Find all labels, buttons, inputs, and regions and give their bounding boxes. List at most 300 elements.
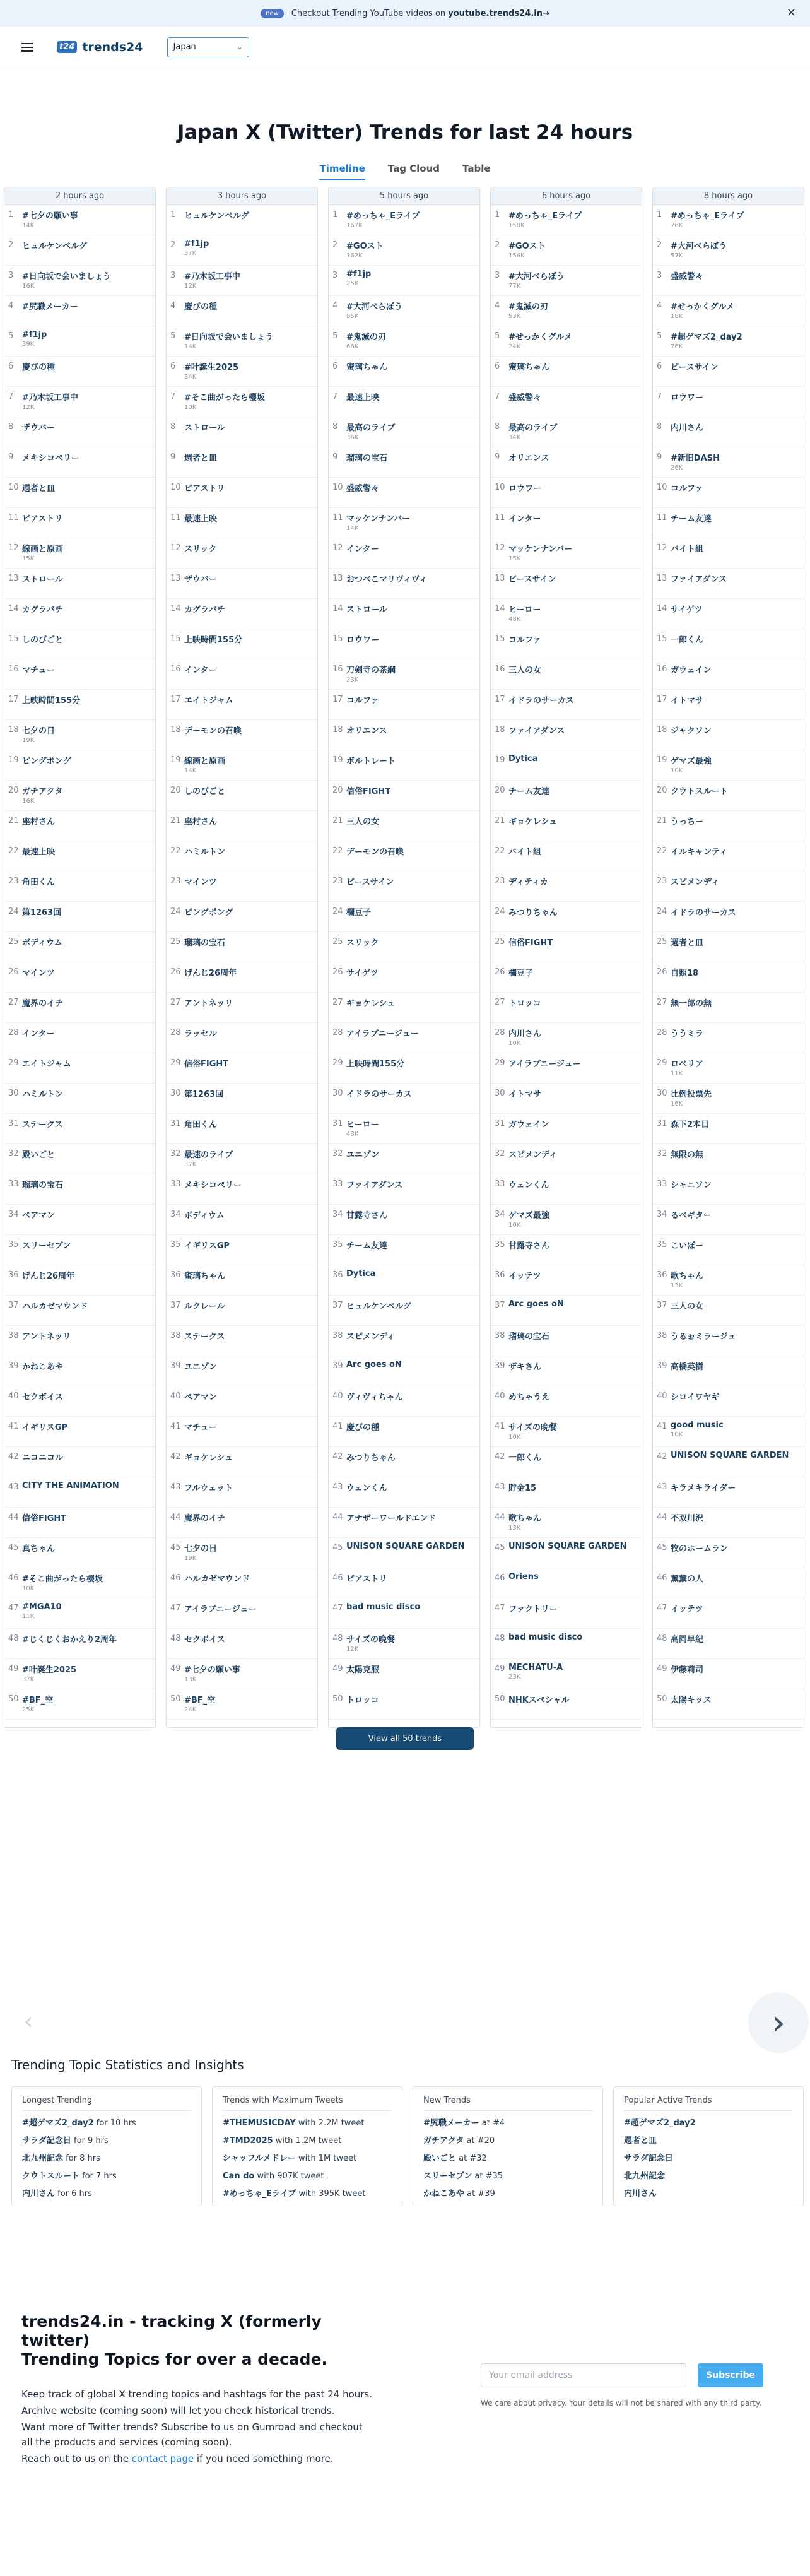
trend-name[interactable]: 薫薫の人 bbox=[671, 1575, 704, 1584]
trend-name[interactable]: イドラのサーカス bbox=[346, 1090, 412, 1099]
stats-trend-link[interactable]: かねこあや bbox=[423, 2189, 465, 2199]
trend-item[interactable] bbox=[653, 1235, 804, 1265]
trend-item[interactable] bbox=[167, 1144, 317, 1174]
trend-name[interactable]: 最速上映 bbox=[184, 514, 218, 524]
trend-item[interactable] bbox=[167, 1356, 317, 1386]
trend-name[interactable]: バイト組 bbox=[508, 848, 542, 857]
trend-item[interactable] bbox=[491, 387, 642, 417]
trend-item[interactable] bbox=[329, 296, 479, 326]
trend-name[interactable]: マチュー bbox=[184, 1423, 217, 1433]
trend-item[interactable] bbox=[653, 508, 804, 538]
trend-name[interactable]: #そこ曲がったら櫻坂 bbox=[184, 393, 265, 403]
trend-item[interactable] bbox=[167, 1598, 317, 1629]
trend-item[interactable] bbox=[167, 266, 317, 296]
trend-item[interactable] bbox=[491, 1386, 642, 1417]
trend-item[interactable] bbox=[4, 1477, 155, 1508]
trend-item[interactable] bbox=[329, 1084, 479, 1114]
trend-name[interactable]: 慶びの種 bbox=[184, 302, 218, 312]
trend-name[interactable]: カグラバチ bbox=[184, 605, 226, 615]
stats-trend-link[interactable]: シャッフルメドレー bbox=[223, 2154, 296, 2163]
trend-name[interactable]: ピースサイン bbox=[346, 878, 394, 887]
trend-name[interactable]: 週者と皿 bbox=[671, 938, 704, 948]
trend-item[interactable] bbox=[491, 326, 642, 357]
trend-item[interactable] bbox=[4, 538, 155, 569]
trend-item[interactable] bbox=[167, 1084, 317, 1114]
trend-item[interactable] bbox=[491, 871, 642, 902]
trend-item[interactable] bbox=[653, 1477, 804, 1508]
email-input[interactable] bbox=[481, 2363, 686, 2387]
trend-name[interactable]: イギリスGP bbox=[22, 1423, 68, 1433]
trend-name[interactable]: #じくじくおかえり2周年 bbox=[22, 1635, 117, 1645]
trend-name[interactable]: 魔界のイチ bbox=[22, 999, 64, 1008]
stats-trend-link[interactable]: 北九州記念 bbox=[624, 2171, 666, 2181]
trend-name[interactable]: るべギター bbox=[671, 1211, 712, 1220]
trend-item[interactable] bbox=[491, 1084, 642, 1114]
trend-item[interactable] bbox=[653, 841, 804, 871]
trend-name[interactable]: しのびごと bbox=[22, 635, 64, 645]
trend-name[interactable]: bad music disco bbox=[346, 1602, 421, 1612]
trend-name[interactable]: 牧のホームラン bbox=[671, 1544, 729, 1554]
stats-trend-link[interactable]: クウトスルート bbox=[22, 2171, 79, 2181]
trend-item[interactable] bbox=[4, 599, 155, 629]
trend-item[interactable] bbox=[329, 871, 479, 902]
trend-name[interactable]: 太陽克服 bbox=[346, 1665, 380, 1675]
trend-name[interactable]: ウェンくん bbox=[508, 1181, 549, 1190]
trend-name[interactable]: めちゃうえ bbox=[508, 1393, 550, 1402]
trend-item[interactable] bbox=[4, 1356, 155, 1386]
trend-name[interactable]: ザウバー bbox=[184, 575, 218, 584]
stats-trend-link[interactable]: 殿いごと bbox=[423, 2154, 457, 2163]
trend-item[interactable] bbox=[329, 326, 479, 357]
trend-name[interactable]: ううミラ bbox=[671, 1029, 704, 1039]
trend-name[interactable]: サイゲツ bbox=[346, 969, 379, 978]
trend-name[interactable]: 信俗FIGHT bbox=[22, 1514, 67, 1523]
trend-item[interactable] bbox=[167, 932, 317, 962]
trend-name[interactable]: 慶びの種 bbox=[22, 363, 56, 372]
trend-item[interactable] bbox=[653, 1023, 804, 1053]
trend-item[interactable] bbox=[167, 841, 317, 871]
trend-item[interactable] bbox=[653, 1568, 804, 1598]
trend-item[interactable] bbox=[653, 1689, 804, 1720]
trend-item[interactable] bbox=[653, 720, 804, 750]
trend-name[interactable]: ラッセル bbox=[184, 1029, 217, 1039]
trend-item[interactable] bbox=[329, 266, 479, 296]
trend-name[interactable]: カグラバチ bbox=[22, 605, 64, 615]
trend-name[interactable]: ロウワー bbox=[508, 484, 542, 493]
trend-item[interactable] bbox=[4, 720, 155, 750]
trend-name[interactable]: フルウェット bbox=[184, 1484, 233, 1493]
trend-name[interactable]: 不双川沢 bbox=[671, 1514, 704, 1523]
trend-item[interactable] bbox=[653, 811, 804, 841]
trend-name[interactable]: Arc goes oN bbox=[346, 1360, 402, 1369]
trend-item[interactable] bbox=[167, 871, 317, 902]
trend-name[interactable]: #超ゲマズ2_day2 bbox=[671, 333, 742, 342]
trend-name[interactable]: デーモンの召喚 bbox=[346, 848, 404, 857]
trend-name[interactable]: 蜜璃ちゃん bbox=[184, 1272, 226, 1281]
trend-item[interactable] bbox=[167, 569, 317, 599]
trend-name[interactable]: 一郎くん bbox=[671, 635, 704, 645]
trend-item[interactable] bbox=[491, 478, 642, 508]
trend-name[interactable]: #尻職メーカー bbox=[22, 302, 78, 312]
trend-name[interactable]: スリーセブン bbox=[22, 1241, 71, 1251]
trend-name[interactable]: ウェンくん bbox=[346, 1484, 387, 1493]
trend-item[interactable] bbox=[653, 902, 804, 932]
trend-item[interactable] bbox=[653, 1326, 804, 1356]
trend-name[interactable]: マチュー bbox=[22, 666, 55, 675]
trend-name[interactable]: #BF_空 bbox=[22, 1696, 54, 1705]
trend-item[interactable] bbox=[4, 1326, 155, 1356]
trend-item[interactable] bbox=[653, 447, 804, 478]
stats-trend-link[interactable]: 内川さん bbox=[624, 2189, 657, 2199]
trend-name[interactable]: スリック bbox=[346, 938, 379, 948]
trend-item[interactable] bbox=[329, 781, 479, 811]
trend-item[interactable] bbox=[491, 811, 642, 841]
trend-name[interactable]: ゲマズ最強 bbox=[508, 1211, 550, 1220]
trend-item[interactable] bbox=[4, 841, 155, 871]
trend-name[interactable]: ペアマン bbox=[22, 1211, 56, 1220]
trend-item[interactable] bbox=[653, 750, 804, 781]
trend-name[interactable]: ピングポング bbox=[184, 908, 233, 918]
trend-name[interactable]: ガチアクタ bbox=[22, 787, 63, 796]
trend-item[interactable] bbox=[167, 962, 317, 993]
trend-item[interactable] bbox=[329, 841, 479, 871]
trend-name[interactable]: ヒュルケンベルグ bbox=[184, 211, 249, 221]
trend-name[interactable]: アイラブニージュー bbox=[346, 1029, 419, 1039]
trend-name[interactable]: イドラのサーカス bbox=[671, 908, 736, 918]
trend-item[interactable] bbox=[167, 1296, 317, 1326]
trend-item[interactable] bbox=[653, 296, 804, 326]
trend-name[interactable]: 座村さん bbox=[184, 817, 218, 827]
trend-name[interactable]: #そこ曲がったら櫻坂 bbox=[22, 1575, 103, 1584]
trend-item[interactable] bbox=[329, 447, 479, 478]
trend-item[interactable] bbox=[491, 1356, 642, 1386]
trend-item[interactable] bbox=[167, 599, 317, 629]
trend-item[interactable] bbox=[329, 902, 479, 932]
trend-item[interactable] bbox=[653, 781, 804, 811]
trend-item[interactable] bbox=[329, 417, 479, 447]
trend-item[interactable] bbox=[491, 781, 642, 811]
trend-item[interactable] bbox=[167, 508, 317, 538]
trend-name[interactable]: ヒュルケンベルグ bbox=[346, 1302, 411, 1311]
trend-item[interactable] bbox=[491, 1689, 642, 1720]
trend-name[interactable]: ヒュルケンベルグ bbox=[22, 242, 87, 251]
trend-name[interactable]: トロッコ bbox=[346, 1696, 379, 1705]
trend-name[interactable]: ビアストリ bbox=[184, 484, 225, 493]
trend-item[interactable] bbox=[653, 1205, 804, 1235]
trend-name[interactable]: 角田くん bbox=[184, 1120, 218, 1130]
stats-trend-link[interactable]: #超ゲマズ2_day2 bbox=[22, 2118, 94, 2128]
trend-name[interactable]: 歌ちゃん bbox=[671, 1272, 704, 1281]
trend-item[interactable] bbox=[4, 1689, 155, 1720]
trend-name[interactable]: 魔界のイチ bbox=[184, 1514, 226, 1523]
trend-name[interactable]: bad music disco bbox=[508, 1633, 583, 1642]
trend-name[interactable]: ロベリア bbox=[671, 1060, 704, 1069]
trend-name[interactable]: #めっちゃ_Eライブ bbox=[346, 211, 420, 221]
trend-name[interactable]: バイト組 bbox=[671, 545, 704, 554]
trend-item[interactable] bbox=[491, 569, 642, 599]
trend-item[interactable] bbox=[329, 811, 479, 841]
trend-name[interactable]: メキシコペリー bbox=[22, 454, 79, 463]
trend-name[interactable]: Dytica bbox=[346, 1269, 376, 1279]
trend-name[interactable]: イッテツ bbox=[671, 1605, 703, 1614]
trend-item[interactable] bbox=[653, 569, 804, 599]
trend-item[interactable] bbox=[491, 841, 642, 871]
trend-name[interactable]: コルファ bbox=[346, 696, 379, 706]
trend-name[interactable]: コルファ bbox=[508, 635, 541, 645]
trend-item[interactable] bbox=[167, 478, 317, 508]
trend-item[interactable] bbox=[4, 659, 155, 690]
trend-name[interactable]: デーモンの召喚 bbox=[184, 726, 242, 736]
trend-item[interactable] bbox=[167, 1114, 317, 1144]
trend-name[interactable]: ピースサイン bbox=[508, 575, 556, 584]
trend-name[interactable]: ザウバー bbox=[22, 423, 56, 433]
trend-name[interactable]: #日向坂で会いましょう bbox=[22, 272, 111, 281]
trend-item[interactable] bbox=[491, 932, 642, 962]
trend-item[interactable] bbox=[653, 1356, 804, 1386]
trend-item[interactable] bbox=[329, 993, 479, 1023]
trend-item[interactable] bbox=[167, 1023, 317, 1053]
trend-name[interactable]: ガウェイン bbox=[671, 666, 712, 675]
stats-trend-link[interactable]: 週者と皿 bbox=[624, 2136, 657, 2146]
trend-name[interactable]: #BF_空 bbox=[184, 1696, 216, 1705]
trend-item[interactable] bbox=[653, 932, 804, 962]
trend-item[interactable] bbox=[491, 205, 642, 235]
contact-link[interactable]: contact page bbox=[131, 2453, 194, 2464]
trend-item[interactable] bbox=[4, 1386, 155, 1417]
trend-name[interactable]: オリエンス bbox=[346, 726, 387, 736]
trend-item[interactable] bbox=[329, 1296, 479, 1326]
trend-item[interactable] bbox=[167, 205, 317, 235]
trend-name[interactable]: ガウェイン bbox=[508, 1120, 549, 1130]
trend-name[interactable]: #GOスト bbox=[346, 242, 384, 251]
trend-item[interactable] bbox=[167, 357, 317, 387]
trend-name[interactable]: 上映時間155分 bbox=[346, 1060, 405, 1069]
trend-item[interactable] bbox=[653, 326, 804, 357]
stats-trend-link[interactable]: ガチアクタ bbox=[423, 2136, 464, 2146]
trend-name[interactable]: 内川さん bbox=[508, 1029, 542, 1039]
trend-item[interactable] bbox=[4, 629, 155, 659]
trend-item[interactable] bbox=[4, 508, 155, 538]
trend-item[interactable] bbox=[4, 326, 155, 357]
trend-item[interactable] bbox=[329, 599, 479, 629]
trend-item[interactable] bbox=[329, 357, 479, 387]
trend-name[interactable]: ディティカ bbox=[508, 878, 548, 887]
trend-item[interactable] bbox=[329, 569, 479, 599]
trend-item[interactable] bbox=[4, 1023, 155, 1053]
trend-item[interactable] bbox=[653, 1659, 804, 1689]
trend-item[interactable] bbox=[329, 1114, 479, 1144]
trend-item[interactable] bbox=[491, 1598, 642, 1629]
trend-item[interactable] bbox=[491, 1508, 642, 1538]
trend-item[interactable] bbox=[329, 1598, 479, 1629]
trend-item[interactable] bbox=[167, 1538, 317, 1568]
trend-name[interactable]: スピメンディ bbox=[346, 1332, 395, 1342]
trend-item[interactable] bbox=[4, 569, 155, 599]
trend-name[interactable]: #せっかくグルメ bbox=[508, 333, 572, 342]
trend-name[interactable]: ルクレール bbox=[184, 1302, 225, 1311]
trend-item[interactable] bbox=[653, 993, 804, 1023]
trend-name[interactable]: #せっかくグルメ bbox=[671, 302, 734, 312]
trend-name[interactable]: #七夕の願い事 bbox=[184, 1665, 240, 1675]
trend-name[interactable]: #乃木坂工事中 bbox=[184, 272, 240, 281]
trend-name[interactable]: 殿いごと bbox=[22, 1150, 56, 1160]
trend-name[interactable]: 三人の女 bbox=[346, 817, 380, 827]
trend-item[interactable] bbox=[4, 1629, 155, 1659]
trend-name[interactable]: ストロール bbox=[346, 605, 387, 615]
trend-name[interactable]: しのびごと bbox=[184, 787, 226, 796]
trend-item[interactable] bbox=[4, 357, 155, 387]
trend-item[interactable] bbox=[653, 266, 804, 296]
trend-name[interactable]: 最高のライブ bbox=[346, 423, 396, 433]
trend-name[interactable]: 第1263回 bbox=[22, 908, 62, 918]
trend-item[interactable] bbox=[491, 1326, 642, 1356]
trend-item[interactable] bbox=[491, 1447, 642, 1477]
trend-name[interactable]: マインツ bbox=[22, 969, 55, 978]
trend-item[interactable] bbox=[491, 720, 642, 750]
trend-name[interactable]: 週者と皿 bbox=[22, 484, 56, 493]
trend-item[interactable] bbox=[491, 357, 642, 387]
trend-name[interactable]: #新旧DASH bbox=[671, 454, 720, 463]
trend-name[interactable]: #めっちゃ_Eライブ bbox=[671, 211, 744, 221]
trend-item[interactable] bbox=[491, 508, 642, 538]
trend-name[interactable]: #f1jp bbox=[184, 239, 209, 249]
trend-name[interactable]: メキシコペリー bbox=[184, 1181, 242, 1190]
trend-name[interactable]: UNISON SQUARE GARDEN bbox=[346, 1542, 465, 1551]
trend-item[interactable] bbox=[167, 538, 317, 569]
trend-item[interactable] bbox=[167, 659, 317, 690]
trend-item[interactable] bbox=[653, 1386, 804, 1417]
trend-item[interactable] bbox=[329, 1568, 479, 1598]
trend-name[interactable]: 一郎くん bbox=[508, 1453, 542, 1463]
trend-item[interactable] bbox=[4, 1114, 155, 1144]
trend-item[interactable] bbox=[4, 932, 155, 962]
trend-name[interactable]: #叶誕生2025 bbox=[184, 363, 239, 372]
trend-name[interactable]: クウトスルート bbox=[671, 787, 728, 796]
trend-item[interactable] bbox=[653, 1265, 804, 1296]
tab-tag-cloud[interactable]: Tag Cloud bbox=[387, 163, 440, 174]
stats-trend-link[interactable]: スリーセブン bbox=[423, 2171, 472, 2181]
trend-name[interactable]: セクボイス bbox=[184, 1635, 225, 1645]
trend-name[interactable]: 瑠璃の宝石 bbox=[184, 938, 226, 948]
trend-item[interactable] bbox=[329, 1053, 479, 1084]
trend-name[interactable]: ステークス bbox=[22, 1120, 63, 1130]
trend-name[interactable]: ファイアダンス bbox=[346, 1181, 403, 1190]
trend-item[interactable] bbox=[329, 1205, 479, 1235]
trend-item[interactable] bbox=[653, 871, 804, 902]
trend-item[interactable] bbox=[329, 1023, 479, 1053]
trend-item[interactable] bbox=[491, 1538, 642, 1568]
trend-item[interactable] bbox=[4, 1053, 155, 1084]
trend-name[interactable]: エイトジャム bbox=[22, 1060, 71, 1069]
trend-item[interactable] bbox=[653, 538, 804, 569]
trend-item[interactable] bbox=[329, 962, 479, 993]
trend-item[interactable] bbox=[491, 902, 642, 932]
trend-name[interactable]: 最高のライブ bbox=[508, 423, 558, 433]
trend-name[interactable]: 高橋英樹 bbox=[671, 1362, 704, 1372]
trend-item[interactable] bbox=[491, 1235, 642, 1265]
trend-name[interactable]: かねこあや bbox=[22, 1362, 64, 1372]
trend-name[interactable]: 最速上映 bbox=[346, 393, 380, 403]
trend-item[interactable] bbox=[329, 538, 479, 569]
country-select[interactable] bbox=[167, 37, 249, 57]
trend-name[interactable]: キラメキライダー bbox=[671, 1484, 736, 1493]
trend-item[interactable] bbox=[653, 1598, 804, 1629]
trend-name[interactable]: シャニソン bbox=[671, 1181, 712, 1190]
trend-item[interactable] bbox=[4, 1538, 155, 1568]
trend-item[interactable] bbox=[329, 932, 479, 962]
trend-item[interactable] bbox=[329, 1326, 479, 1356]
trend-item[interactable] bbox=[491, 750, 642, 781]
trend-name[interactable]: イッテツ bbox=[508, 1272, 541, 1281]
trend-name[interactable]: 第1263回 bbox=[184, 1090, 224, 1099]
trend-name[interactable]: ユニゾン bbox=[346, 1150, 380, 1160]
trend-name[interactable]: マインツ bbox=[184, 878, 217, 887]
trend-item[interactable] bbox=[167, 1659, 317, 1689]
trend-item[interactable] bbox=[167, 1326, 317, 1356]
trend-name[interactable]: 無一郎の無 bbox=[671, 999, 712, 1008]
trend-name[interactable]: ギョケレシュ bbox=[508, 817, 558, 827]
trend-item[interactable] bbox=[329, 1538, 479, 1568]
trend-name[interactable]: #乃木坂工事中 bbox=[22, 393, 78, 403]
trend-name[interactable]: ザキさん bbox=[508, 1362, 542, 1372]
trend-name[interactable]: イドラのサーカス bbox=[508, 696, 574, 706]
trend-item[interactable] bbox=[4, 993, 155, 1023]
trend-item[interactable] bbox=[167, 993, 317, 1023]
trend-name[interactable]: 歌ちゃん bbox=[508, 1514, 542, 1523]
stats-trend-link[interactable]: Can do bbox=[223, 2171, 255, 2181]
trend-name[interactable]: うっちー bbox=[671, 817, 704, 827]
trend-item[interactable] bbox=[4, 387, 155, 417]
trend-name[interactable]: 七夕の日 bbox=[184, 1544, 218, 1554]
trend-name[interactable]: UNISON SQUARE GARDEN bbox=[671, 1451, 789, 1460]
trend-item[interactable] bbox=[329, 1447, 479, 1477]
trend-item[interactable] bbox=[329, 1477, 479, 1508]
trend-name[interactable]: スリック bbox=[184, 545, 217, 554]
trend-item[interactable] bbox=[4, 417, 155, 447]
trend-name[interactable]: NHKスペシャル bbox=[508, 1696, 570, 1705]
trend-name[interactable]: Arc goes oN bbox=[508, 1299, 564, 1309]
trend-item[interactable] bbox=[167, 690, 317, 720]
trend-name[interactable]: 信俗FIGHT bbox=[346, 787, 391, 796]
trend-item[interactable] bbox=[491, 538, 642, 569]
trend-name[interactable]: 内川さん bbox=[671, 423, 704, 433]
stats-trend-link[interactable]: #超ゲマズ2_day2 bbox=[624, 2118, 696, 2128]
trend-name[interactable]: 太陽キッス bbox=[671, 1696, 712, 1705]
trend-name[interactable]: 最速上映 bbox=[22, 848, 56, 857]
trend-item[interactable] bbox=[653, 235, 804, 266]
trend-name[interactable]: MECHATU-A bbox=[508, 1663, 563, 1672]
trend-item[interactable] bbox=[491, 1265, 642, 1296]
trend-item[interactable] bbox=[167, 296, 317, 326]
trend-item[interactable] bbox=[329, 659, 479, 690]
trend-item[interactable] bbox=[653, 357, 804, 387]
trend-item[interactable] bbox=[491, 993, 642, 1023]
trend-name[interactable]: ロウワー bbox=[346, 635, 380, 645]
trend-item[interactable] bbox=[329, 1417, 479, 1447]
trend-name[interactable]: ステークス bbox=[184, 1332, 225, 1342]
trend-name[interactable]: ユニゾン bbox=[184, 1362, 218, 1372]
trend-name[interactable]: 座村さん bbox=[22, 817, 56, 827]
trend-name[interactable]: 信俗FIGHT bbox=[184, 1060, 229, 1069]
trend-name[interactable]: スピメンディ bbox=[671, 878, 719, 887]
trend-item[interactable] bbox=[491, 690, 642, 720]
trend-item[interactable] bbox=[653, 690, 804, 720]
stats-trend-link[interactable]: 北九州記念 bbox=[22, 2154, 64, 2163]
trend-item[interactable] bbox=[167, 235, 317, 266]
trend-item[interactable] bbox=[491, 1144, 642, 1174]
trend-name[interactable]: 比例投票先 bbox=[671, 1090, 712, 1099]
trend-item[interactable] bbox=[491, 659, 642, 690]
